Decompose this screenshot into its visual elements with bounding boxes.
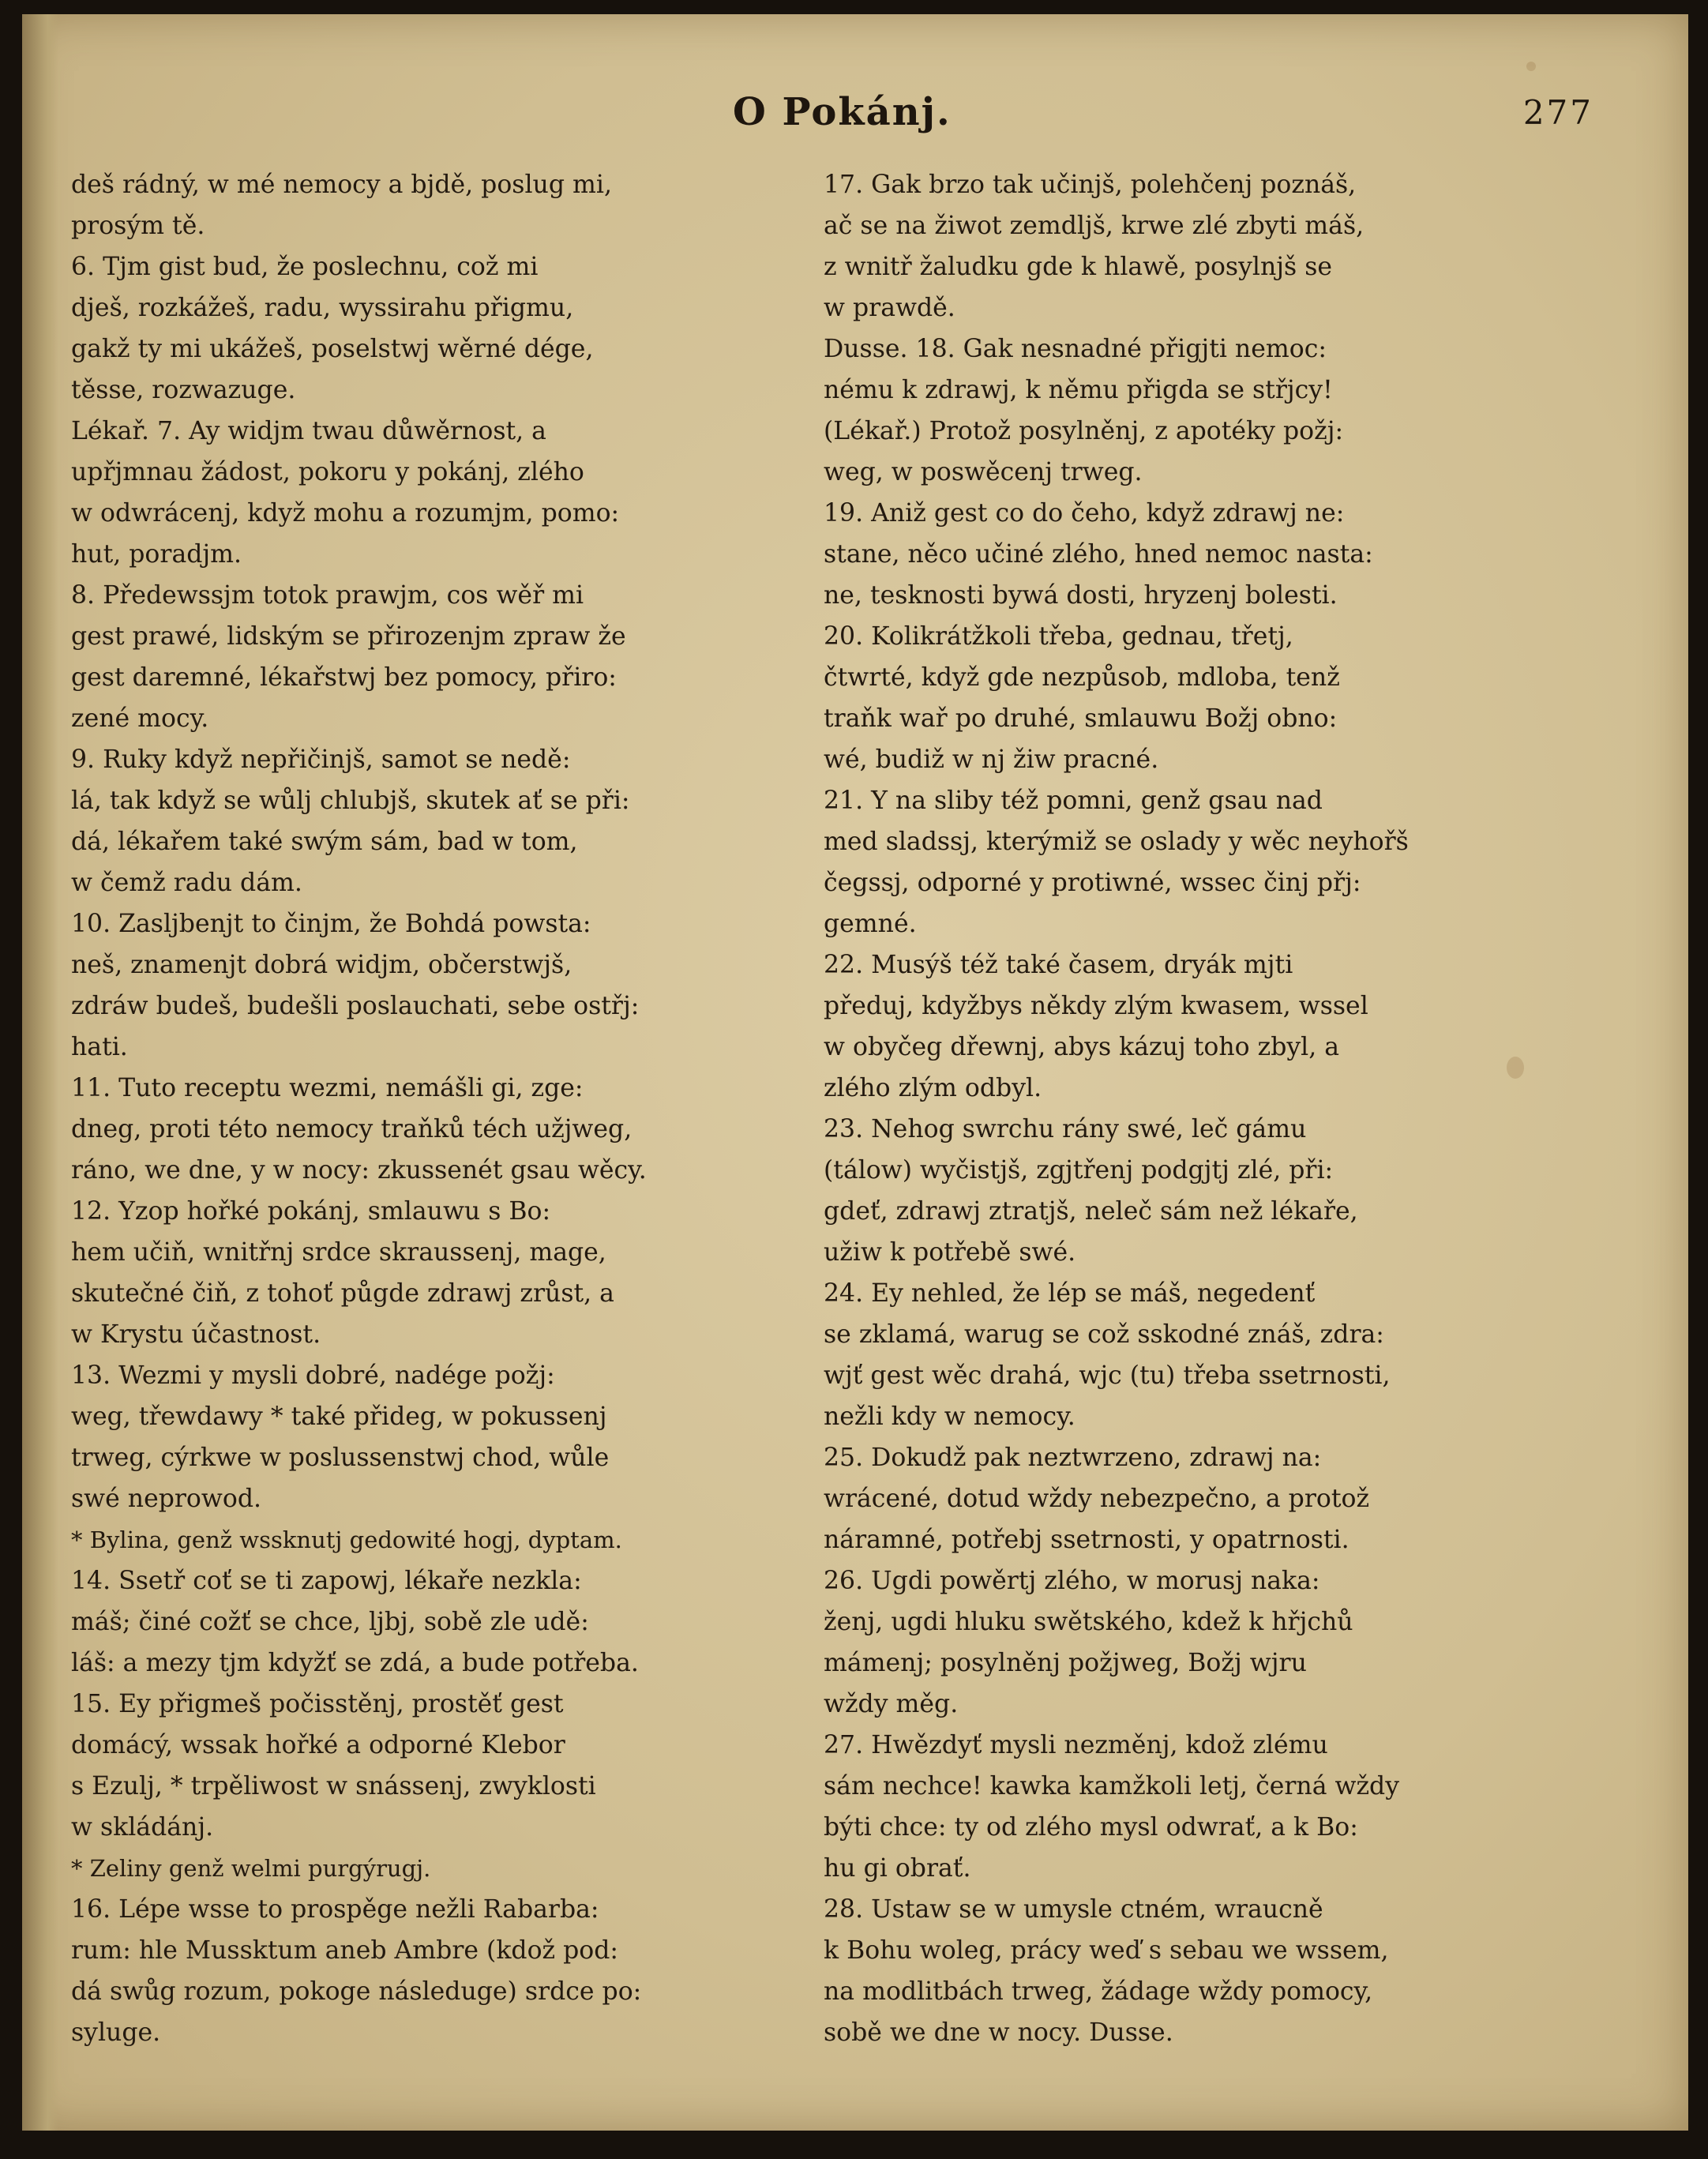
text-line: 27. Hwězdyť mysli nezměnj, kdož zlému [824,1731,1328,1759]
text-line: w skládánj. [71,1813,214,1842]
text-line: gakž ty mi ukážeš, poselstwj wěrné dége, [71,335,594,363]
text-line: 11. Tuto receptu wezmi, nemášli gi, zge: [71,1074,584,1102]
text-line: w čemž radu dám. [71,869,302,897]
text-line: 25. Dokudž pak neztwrzeno, zdrawj na: [824,1444,1322,1472]
text-line: 19. Aniž gest co do čeho, když zdrawj ne: [824,499,1345,528]
text-line: domácý, wssak hořké a odporné Klebor [71,1731,565,1759]
text-line: rum: hle Mussktum aneb Ambre (kdož pod: [71,1936,619,1965]
text-line: ráno, we dne, y w nocy: zkussenét gsau wěcy. [71,1156,647,1185]
text-line: na modlitbách trweg, žádage wždy pomocy, [824,1977,1373,2006]
text-line: zlého zlým odbyl. [824,1074,1042,1102]
text-line: traňk wař po druhé, smlauwu Božj obno: [824,704,1338,733]
text-line: swé neprowod. [71,1485,262,1513]
text-line: wrácené, dotud wždy nebezpečno, a protož [824,1485,1370,1513]
text-line: k Bohu woleg, prácy weď s sebau we wssem, [824,1936,1389,1965]
paper-stain [1526,62,1536,71]
text-line: (Lékař.) Protož posylněnj, z apotéky požj: [824,417,1344,445]
text-line: 13. Wezmi y mysli dobré, nadége požj: [71,1361,555,1390]
running-title: O Pokánj. [733,90,952,134]
text-line: 26. Ugdi powěrtj zlého, w morusj naka: [824,1567,1320,1595]
text-line: 8. Předewssjm totok prawjm, cos wěř mi [71,581,584,610]
text-line: stane, něco učiné zlého, hned nemoc nasta: [824,540,1373,569]
text-line: se zklamá, warug se což sskodné znáš, zdra: [824,1320,1384,1349]
text-line: 17. Gak brzo tak učinjš, polehčenj poznáš, [824,171,1357,199]
text-line: syluge. [71,2018,161,2047]
text-line: těsse, rozwazuge. [71,376,296,404]
text-line: nému k zdrawj, k němu přigda se střjcy! [824,376,1333,404]
page-gutter [22,14,58,2131]
text-line: 16. Lépe wsse to prospěge nežli Rabarba: [71,1895,599,1924]
text-line: w prawdě. [824,294,955,322]
text-line: Lékař. 7. Ay widjm twau důwěrnost, a [71,417,546,445]
page-number: 277 [1522,93,1594,132]
text-line: hut, poradjm. [71,540,242,569]
text-line: wjť gest wěc drahá, wjc (tu) třeba ssetrnosti, [824,1361,1391,1390]
text-line: 14. Ssetř coť se ti zapowj, lékaře nezkla: [71,1567,582,1595]
text-line: med sladssj, kterýmiž se oslady y wěc neyhořš [824,828,1409,856]
text-line: 6. Tjm gist bud, že poslechnu, což mi [71,253,539,281]
text-line: 22. Musýš též také časem, dryák mjti [824,951,1293,979]
text-line: s Ezulj, * trpěliwost w snássenj, zwyklosti [71,1772,596,1800]
text-line: ne, tesknosti bywá dosti, hryzenj bolesti. [824,581,1338,610]
text-line: lá, tak když se wůlj chlubjš, skutek ať se při: [71,787,630,815]
text-line: deš rádný, w mé nemocy a bjdě, poslug mi, [71,171,612,199]
text-line: * Zeliny genž welmi purgýrugj. [71,1855,431,1882]
text-line: ač se na žiwot zemdljš, krwe zlé zbyti máš, [824,212,1365,240]
text-line: býti chce: ty od zlého mysl odwrať, a k Bo: [824,1813,1358,1842]
text-line: (tálow) wyčistjš, zgjtřenj podgjtj zlé, při: [824,1156,1334,1185]
text-line: náramné, potřebj ssetrnosti, y opatrnosti. [824,1526,1350,1554]
text-line: 21. Y na sliby též pomni, genž gsau nad [824,787,1323,815]
left-column [71,164,805,2053]
text-line: skutečné čiň, z tohoť půgde zdrawj zrůst, a [71,1279,614,1308]
text-line: mámenj; posylněnj požjweg, Božj wjru [824,1649,1307,1677]
right-column [824,164,1574,2053]
text-line: předuj, kdyžbys někdy zlým kwasem, wssel [824,992,1368,1020]
text-line: 28. Ustaw se w umysle ctném, wraucně [824,1895,1323,1924]
text-line: nežli kdy w nemocy. [824,1402,1075,1431]
text-line: čegssj, odporné y protiwné, wssec činj přj: [824,869,1361,897]
text-line: ženj, ugdi hluku swětského, kdež k hřjchů [824,1608,1353,1636]
text-line: gdeť, zdrawj ztratjš, neleč sám než lékaře, [824,1197,1358,1226]
text-line: wé, budiž w nj žiw pracné. [824,745,1159,774]
text-line: 9. Ruky když nepřičinjš, samot se nedě: [71,745,571,774]
text-line: 12. Yzop hořké pokánj, smlauwu s Bo: [71,1197,551,1226]
text-line: sobě we dne w nocy. Dusse. [824,2018,1173,2047]
text-line: * Bylina, genž wssknutj gedowité hogj, dyptam. [71,1526,622,1553]
text-line: w Krystu účastnost. [71,1320,321,1349]
book-page [22,14,1688,2131]
text-line: w obyčeg dřewnj, abys kázuj toho zbyl, a [824,1033,1340,1061]
text-line: zdráw budeš, budešli poslauchati, sebe ostřj: [71,992,640,1020]
text-line: hu gi obrať. [824,1854,971,1883]
text-line: z wnitř žaludku gde k hlawě, posylnjš se [824,253,1333,281]
text-line: prosým tě. [71,212,205,240]
text-line: gest prawé, lidským se přirozenjm zpraw že [71,622,626,651]
text-line: dá, lékařem také swým sám, bad w tom, [71,828,578,856]
text-line: Dusse. 18. Gak nesnadné přigjti nemoc: [824,335,1327,363]
text-line: čtwrté, když gde nezpůsob, mdloba, tenž [824,663,1340,692]
text-line: užiw k potřebě swé. [824,1238,1076,1267]
text-line: 24. Ey nehled, že lép se máš, negedenť [824,1279,1316,1308]
text-line: máš; činé cožť se chce, ljbj, sobě zle udě: [71,1608,589,1636]
text-line: weg, w poswěcenj trweg. [824,458,1143,486]
text-line: neš, znamenjt dobrá widjm, občerstwjš, [71,951,572,979]
text-line: weg, třewdawy * také přideg, w pokussenj [71,1402,607,1431]
text-line: zené mocy. [71,704,209,733]
text-line: hem učiň, wnitřnj srdce skraussenj, mage, [71,1238,606,1267]
text-line: dneg, proti této nemocy traňků téch užjweg, [71,1115,633,1143]
text-line: 15. Ey přigmeš počisstěnj, prostěť gest [71,1690,564,1718]
text-line: wždy měg. [824,1690,959,1718]
text-line: gest daremné, lékařstwj bez pomocy, přiro: [71,663,617,692]
text-line: trweg, cýrkwe w poslussenstwj chod, wůle [71,1444,610,1472]
text-line: dješ, rozkážeš, radu, wyssirahu přigmu, [71,294,574,322]
text-line: 20. Kolikrátžkoli třeba, gednau, třetj, [824,622,1293,651]
text-line: hati. [71,1033,128,1061]
text-line: gemné. [824,910,917,938]
text-line: 23. Nehog swrchu rány swé, leč gámu [824,1115,1307,1143]
text-line: sám nechce! kawka kamžkoli letj, černá wždy [824,1772,1400,1800]
page-header [701,90,1649,161]
text-line: w odwrácenj, když mohu a rozumjm, pomo: [71,499,620,528]
text-line: upřjmnau žádost, pokoru y pokánj, zlého [71,458,584,486]
text-line: 10. Zasljbenjt to činjm, že Bohdá powsta: [71,910,591,938]
text-line: dá swůg rozum, pokoge následuge) srdce po: [71,1977,642,2006]
text-line: láš: a mezy tjm kdyžť se zdá, a bude potřeba. [71,1649,639,1677]
